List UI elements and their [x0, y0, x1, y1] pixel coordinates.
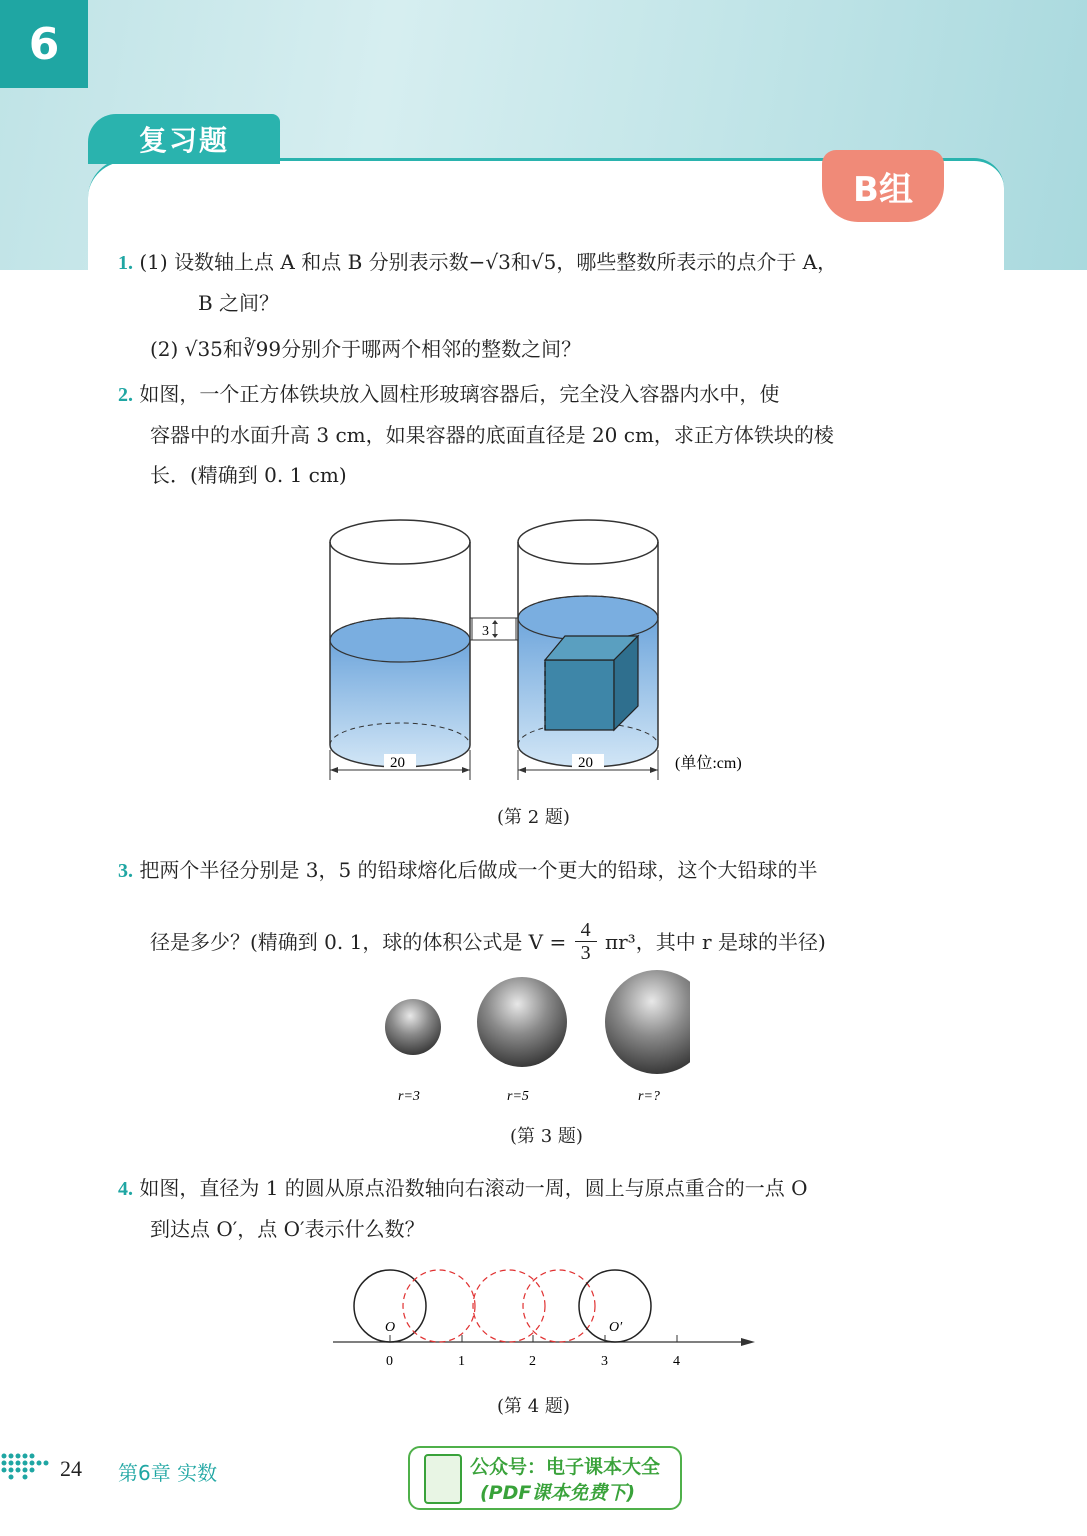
- question-number: 2.: [118, 384, 133, 406]
- cylinder-top-right: [518, 520, 658, 564]
- chapter-number-tab: 6: [0, 0, 88, 88]
- section-title: 复习题: [88, 114, 280, 164]
- watermark-line-2: (PDF课本免费下): [480, 1482, 636, 1504]
- end-point-label: O′: [609, 1320, 623, 1335]
- question-text: 容器中的水面升高 3 cm，如果容器的底面直径是 20 cm，求正方体铁块的棱: [150, 423, 834, 447]
- sphere-unknown: [605, 970, 690, 1074]
- origin-point-label: O: [385, 1320, 396, 1335]
- page-number: 24: [60, 1456, 82, 1481]
- question-number: 3.: [118, 860, 133, 882]
- watermark-line-1: 公众号：电子课本大全: [470, 1456, 661, 1478]
- rise-label: 3: [482, 624, 489, 639]
- figure-4-caption: (第 4 题): [497, 1396, 570, 1417]
- question-1: [118, 242, 978, 369]
- part-label: (1): [139, 250, 168, 274]
- figure-2-caption: (第 2 题): [497, 807, 570, 828]
- cylinder-top-left: [330, 520, 470, 564]
- unit-label: (单位:cm): [675, 755, 742, 772]
- sphere-label-3: r=?: [638, 1089, 660, 1104]
- question-text: 径是多少？(精确到 0. 1，球的体积公式是 V =: [150, 930, 567, 954]
- tick-label: 2: [529, 1354, 536, 1369]
- diameter-label-right: 20: [578, 755, 593, 771]
- question-2: [118, 374, 978, 495]
- group-badge: B组: [822, 150, 944, 222]
- tick-label: 4: [673, 1354, 680, 1369]
- sphere-label-2: r=5: [507, 1089, 529, 1104]
- rolling-circle-3: [523, 1270, 595, 1342]
- question-text: √35和∛99分别介于哪两个相邻的整数之间？: [184, 337, 582, 361]
- figure-3-caption: (第 3 题): [510, 1126, 583, 1147]
- rolling-circle-1: [403, 1270, 475, 1342]
- fraction-denominator: 3: [580, 942, 591, 964]
- question-number: 1.: [118, 252, 133, 274]
- tick-label: 1: [458, 1354, 465, 1369]
- figure-2-cylinders: [320, 510, 780, 795]
- question-text: 如图，一个正方体铁块放入圆柱形玻璃容器后，完全没入容器内水中，使: [139, 382, 780, 406]
- watermark-box: [408, 1446, 682, 1510]
- fraction-numerator: 4: [575, 919, 597, 942]
- sphere-r5: [477, 977, 567, 1067]
- question-4: [118, 1168, 978, 1249]
- iron-cube: [545, 636, 638, 730]
- book-logo-icon: [424, 1454, 462, 1504]
- question-text: 如图，直径为 1 的圆从原点沿数轴向右滚动一周，圆上与原点重合的一点 O: [139, 1176, 808, 1200]
- question-text: 长．(精确到 0. 1 cm): [150, 463, 347, 487]
- figure-4-number-line: [325, 1265, 765, 1375]
- tick-label: 3: [601, 1354, 608, 1369]
- sphere-r3: [385, 999, 441, 1055]
- question-text: B 之间？: [198, 291, 280, 315]
- figure-3-spheres: [370, 970, 690, 1110]
- sphere-label-1: r=3: [398, 1089, 420, 1104]
- part-label: (2): [150, 337, 179, 361]
- chapter-title: 第6章 实数: [118, 1461, 218, 1485]
- question-number: 4.: [118, 1178, 133, 1200]
- rolling-circle-2: [473, 1270, 545, 1342]
- question-text: 把两个半径分别是 3，5 的铅球熔化后做成一个更大的铅球，这个大铅球的半: [139, 858, 818, 882]
- question-3: [118, 850, 978, 966]
- diameter-label-left: 20: [390, 755, 405, 771]
- footer-dots-icon: [0, 1450, 62, 1480]
- tick-label: 0: [386, 1354, 393, 1369]
- question-text: 设数轴上点 A 和点 B 分别表示数−√3和√5，哪些整数所表示的点介于 A，: [174, 250, 838, 274]
- question-text: πr³，其中 r 是球的半径): [604, 930, 826, 954]
- question-text: 到达点 O′，点 O′表示什么数？: [150, 1217, 425, 1241]
